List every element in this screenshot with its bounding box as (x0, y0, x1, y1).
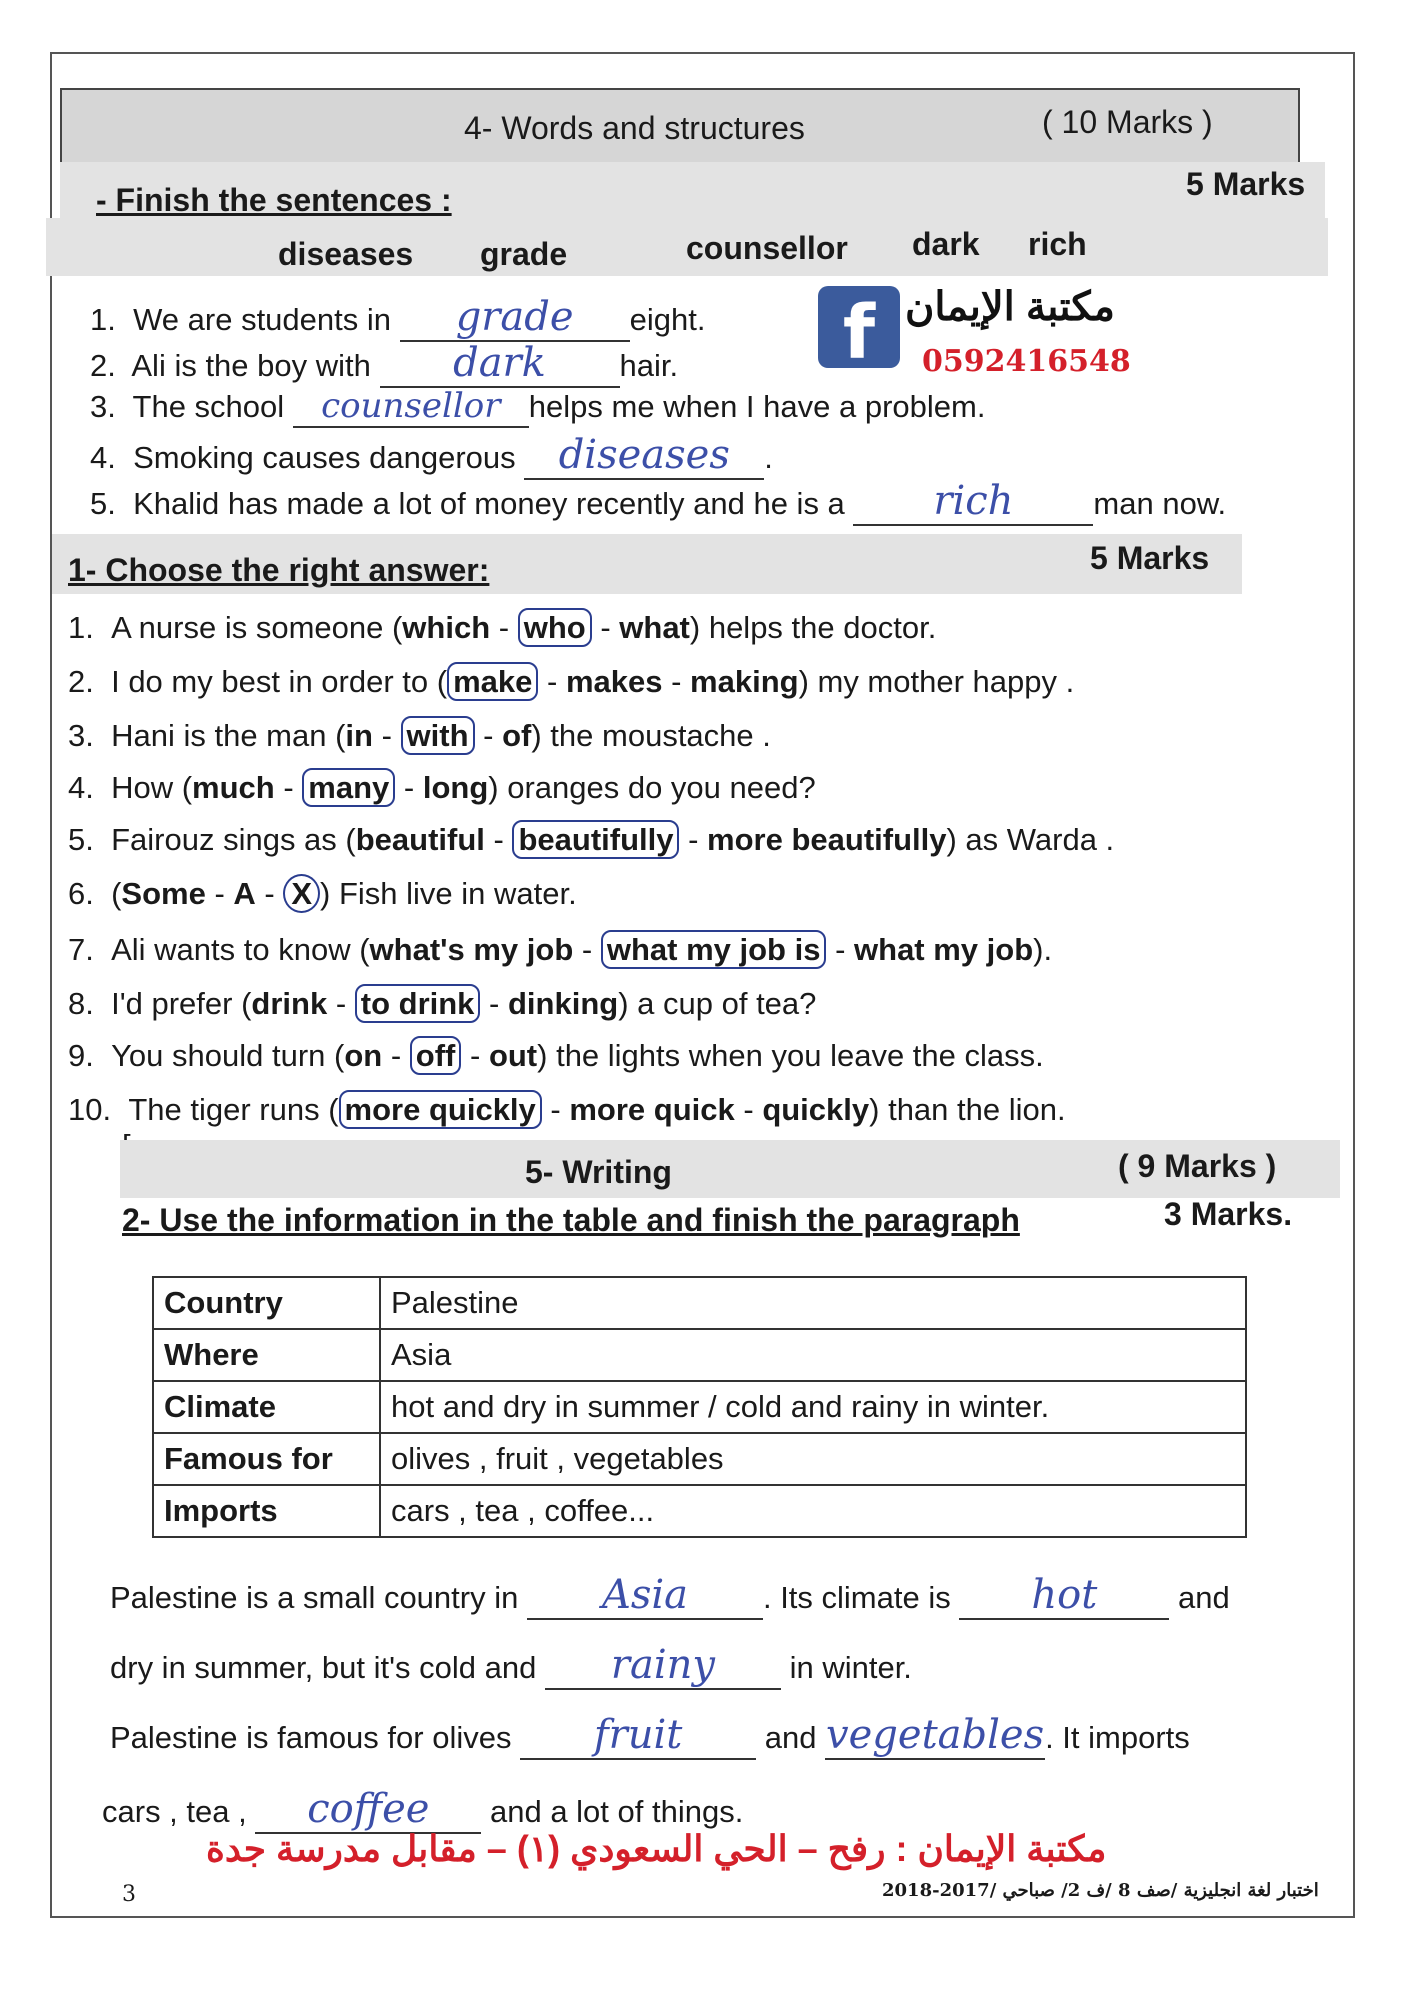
choose-heading: 1- Choose the right answer: (68, 552, 490, 588)
finish-item (90, 340, 678, 388)
item-text: We are students in (133, 302, 391, 337)
item-text: ) as Warda . (946, 822, 1115, 857)
answer-blank[interactable]: hot (959, 1572, 1169, 1620)
item-number: 4. (68, 770, 94, 805)
word-bank-word: counsellor (686, 230, 848, 266)
item-text: ) than the lion. (869, 1092, 1066, 1127)
table-row (153, 1381, 1246, 1433)
paragraph-text: . It imports (1045, 1720, 1190, 1755)
finish-item (90, 386, 985, 428)
item-number: 10. (68, 1092, 112, 1127)
table-row (153, 1277, 1246, 1329)
section4-title: 4- Words and structures (464, 110, 805, 146)
item-text: ) oranges do you need? (488, 770, 816, 805)
item-text: I'd prefer ( (111, 986, 252, 1021)
item-text: Ali is the boy with (131, 348, 371, 383)
paragraph-text: Palestine is a small country in (110, 1580, 519, 1615)
answer-option[interactable]: more quick (569, 1092, 735, 1127)
paragraph-text: . Its climate is (762, 1580, 951, 1615)
table-row (153, 1485, 1246, 1537)
item-text: ( (111, 876, 122, 911)
item-number: 8. (68, 986, 94, 1021)
answer-option[interactable]: what my job (854, 932, 1034, 967)
footer-exam-info: اختبار لغة انجليزية /صف 8 /ف 2/ صباحي /2017-2018 (882, 1880, 1319, 1901)
item-text: ) my mother happy . (798, 664, 1075, 699)
selected-option[interactable]: many (302, 768, 395, 807)
item-text: ) Fish live in water. (320, 876, 577, 911)
section4-header (60, 88, 1300, 170)
choose-item: 9. You should turn (on - off - out) the lights when you leave the class. (68, 1038, 1044, 1073)
table-key: Imports (153, 1485, 380, 1537)
selected-option[interactable]: with (401, 716, 475, 755)
section5-title: 5- Writing (525, 1154, 672, 1190)
answer-blank[interactable]: vegetables (826, 1712, 1045, 1758)
item-text: How ( (111, 770, 193, 805)
choose-item: 1. A nurse is someone (which - who - what) helps the doctor. (68, 610, 937, 645)
item-number: 2. (90, 348, 116, 383)
item-text: . (764, 440, 773, 475)
item-text: Ali wants to know ( (111, 932, 370, 967)
answer-blank[interactable]: fruit (520, 1712, 756, 1760)
finish-item (90, 478, 1226, 526)
item-text: ) a cup of tea? (618, 986, 817, 1021)
selected-option[interactable]: beautifully (512, 820, 679, 859)
choose-item: 4. How (much - many - long) oranges do you need? (68, 770, 816, 805)
finish-item (90, 294, 705, 342)
item-text: You should turn ( (111, 1038, 345, 1073)
word-bank-word: dark (912, 226, 980, 262)
finish-item (90, 432, 773, 480)
finish-marks: 5 Marks (1186, 166, 1306, 202)
shop-logo-name: مكتبة الإيمان (905, 285, 1115, 329)
facebook-icon: f (818, 286, 900, 368)
item-text: Hani is the man ( (111, 718, 346, 753)
paragraph-line (110, 1642, 912, 1690)
table-key: Country (153, 1277, 380, 1329)
shop-phone: 0592416548 (922, 344, 1131, 379)
table-value: olives , fruit , vegetables (380, 1433, 1246, 1485)
paragraph-text: and (1177, 1580, 1230, 1615)
choose-item: 10. The tiger runs ( more quickly - more quick - quickly) than the lion. (68, 1092, 1066, 1127)
answer-option[interactable]: making (690, 664, 799, 699)
answer-blank[interactable]: dark (380, 340, 620, 388)
writing-task-marks: 3 Marks. (1164, 1196, 1293, 1232)
choose-item: 6. (Some - A - X ) Fish live in water. (68, 876, 577, 911)
table-value: Palestine (380, 1277, 1246, 1329)
item-number: 5. (90, 486, 116, 521)
item-text: A nurse is someone ( (111, 610, 403, 645)
choose-item: 8. I'd prefer (drink - to drink - dinking) a cup of tea? (68, 986, 817, 1021)
item-text: Khalid has made a lot of money recently and he is a (133, 486, 845, 521)
item-number: 7. (68, 932, 94, 967)
table-row (153, 1329, 1246, 1381)
item-number: 3. (90, 389, 116, 424)
answer-blank[interactable]: grade (400, 294, 630, 342)
word-bank-word: grade (480, 236, 568, 272)
item-number: 9. (68, 1038, 94, 1073)
item-number: 6. (68, 876, 94, 911)
paragraph-text: dry in summer, but it's cold and (110, 1650, 537, 1685)
item-number: 1. (90, 302, 116, 337)
answer-option[interactable]: on (344, 1038, 383, 1073)
section4-marks: ( 10 Marks ) (1042, 104, 1213, 140)
item-text: The school (132, 389, 285, 424)
item-number: 5. (68, 822, 94, 857)
item-text: Smoking causes dangerous (133, 440, 516, 475)
paragraph-text: cars , tea , (102, 1794, 247, 1829)
answer-option[interactable]: in (345, 718, 373, 753)
choose-item: 2. I do my best in order to ( make - makes - making) my mother happy . (68, 664, 1075, 699)
answer-option[interactable]: makes (565, 664, 663, 699)
selected-option[interactable]: who (518, 608, 592, 647)
answer-blank[interactable]: Asia (527, 1572, 763, 1620)
answer-option[interactable]: long (422, 770, 489, 805)
item-text: man now. (1093, 486, 1227, 521)
item-number: 4. (90, 440, 116, 475)
answer-option[interactable]: what's my job (369, 932, 574, 967)
selected-option[interactable]: off (410, 1036, 462, 1075)
table-key: Climate (153, 1381, 380, 1433)
table-key: Where (153, 1329, 380, 1381)
answer-option[interactable]: what (619, 610, 690, 645)
choose-item: 5. Fairouz sings as (beautiful - beautifully - more beautifully) as Warda . (68, 822, 1115, 857)
item-text: helps me when I have a problem. (528, 389, 986, 424)
selected-option[interactable]: more quickly (339, 1090, 542, 1129)
word-bank-word: diseases (278, 236, 414, 272)
item-number: 3. (68, 718, 94, 753)
finish-heading: - Finish the sentences : (96, 182, 452, 218)
answer-blank[interactable]: counsellor (293, 386, 529, 428)
answer-blank[interactable]: coffee (255, 1786, 481, 1834)
answer-option[interactable]: drink (251, 986, 328, 1021)
answer-option[interactable]: Some (121, 876, 206, 911)
item-number: 1. (68, 610, 94, 645)
answer-blank[interactable]: diseases (524, 432, 764, 480)
paragraph-text: and a lot of things. (489, 1794, 744, 1829)
paragraph-text: and (764, 1720, 817, 1755)
paragraph-text: in winter. (789, 1650, 912, 1685)
page-number: 3 (122, 1882, 136, 1907)
selected-option[interactable]: what my job is (601, 930, 827, 969)
writing-task-heading: 2- Use the information in the table and finish the paragraph (122, 1202, 1020, 1238)
paragraph-line (102, 1786, 743, 1834)
table-value: cars , tea , coffee... (380, 1485, 1246, 1537)
word-bank-word: rich (1028, 226, 1087, 262)
table-value: Asia (380, 1329, 1246, 1381)
item-text: hair. (619, 348, 679, 383)
selected-option[interactable]: make (447, 662, 538, 701)
item-text: I do my best in order to ( (111, 664, 448, 699)
item-text: ) helps the doctor. (689, 610, 937, 645)
item-text: The tiger runs ( (128, 1092, 339, 1127)
paragraph-line (110, 1572, 1230, 1620)
choose-item: 7. Ali wants to know (what's my job - what my job is - what my job). (68, 932, 1053, 967)
selected-option[interactable]: X (283, 874, 320, 913)
item-text: ). (1033, 932, 1053, 967)
choose-marks: 5 Marks (1090, 540, 1210, 576)
answer-option[interactable]: quickly (762, 1092, 870, 1127)
item-text: eight. (629, 302, 706, 337)
answer-blank[interactable]: rainy (545, 1642, 781, 1690)
choose-item: 3. Hani is the man (in - with - of) the moustache . (68, 718, 771, 753)
selected-option[interactable]: to drink (355, 984, 481, 1023)
table-value: hot and dry in summer / cold and rainy in winter. (380, 1381, 1246, 1433)
item-text: ) the moustache . (531, 718, 771, 753)
answer-option[interactable]: dinking (508, 986, 619, 1021)
answer-option[interactable]: out (488, 1038, 538, 1073)
table-key: Famous for (153, 1433, 380, 1485)
answer-option[interactable]: of (502, 718, 532, 753)
paragraph-text: Palestine is famous for olives (110, 1720, 512, 1755)
item-number: 2. (68, 664, 94, 699)
answer-option[interactable]: much (192, 770, 275, 805)
answer-option[interactable]: A (233, 876, 256, 911)
info-table (152, 1276, 1247, 1538)
item-text: Fairouz sings as ( (111, 822, 356, 857)
answer-option[interactable]: which (402, 610, 491, 645)
table-row (153, 1433, 1246, 1485)
footer-address: مكتبة الإيمان : رفح – الحي السعودي (١) – مقابل مدرسة جدة (206, 1828, 1107, 1869)
item-text: ) the lights when you leave the class. (537, 1038, 1044, 1073)
section5-marks: ( 9 Marks ) (1118, 1148, 1277, 1184)
answer-blank[interactable]: rich (853, 478, 1093, 526)
answer-option[interactable]: beautiful (355, 822, 485, 857)
answer-option[interactable]: more beautifully (707, 822, 947, 857)
paragraph-line (110, 1712, 1190, 1760)
